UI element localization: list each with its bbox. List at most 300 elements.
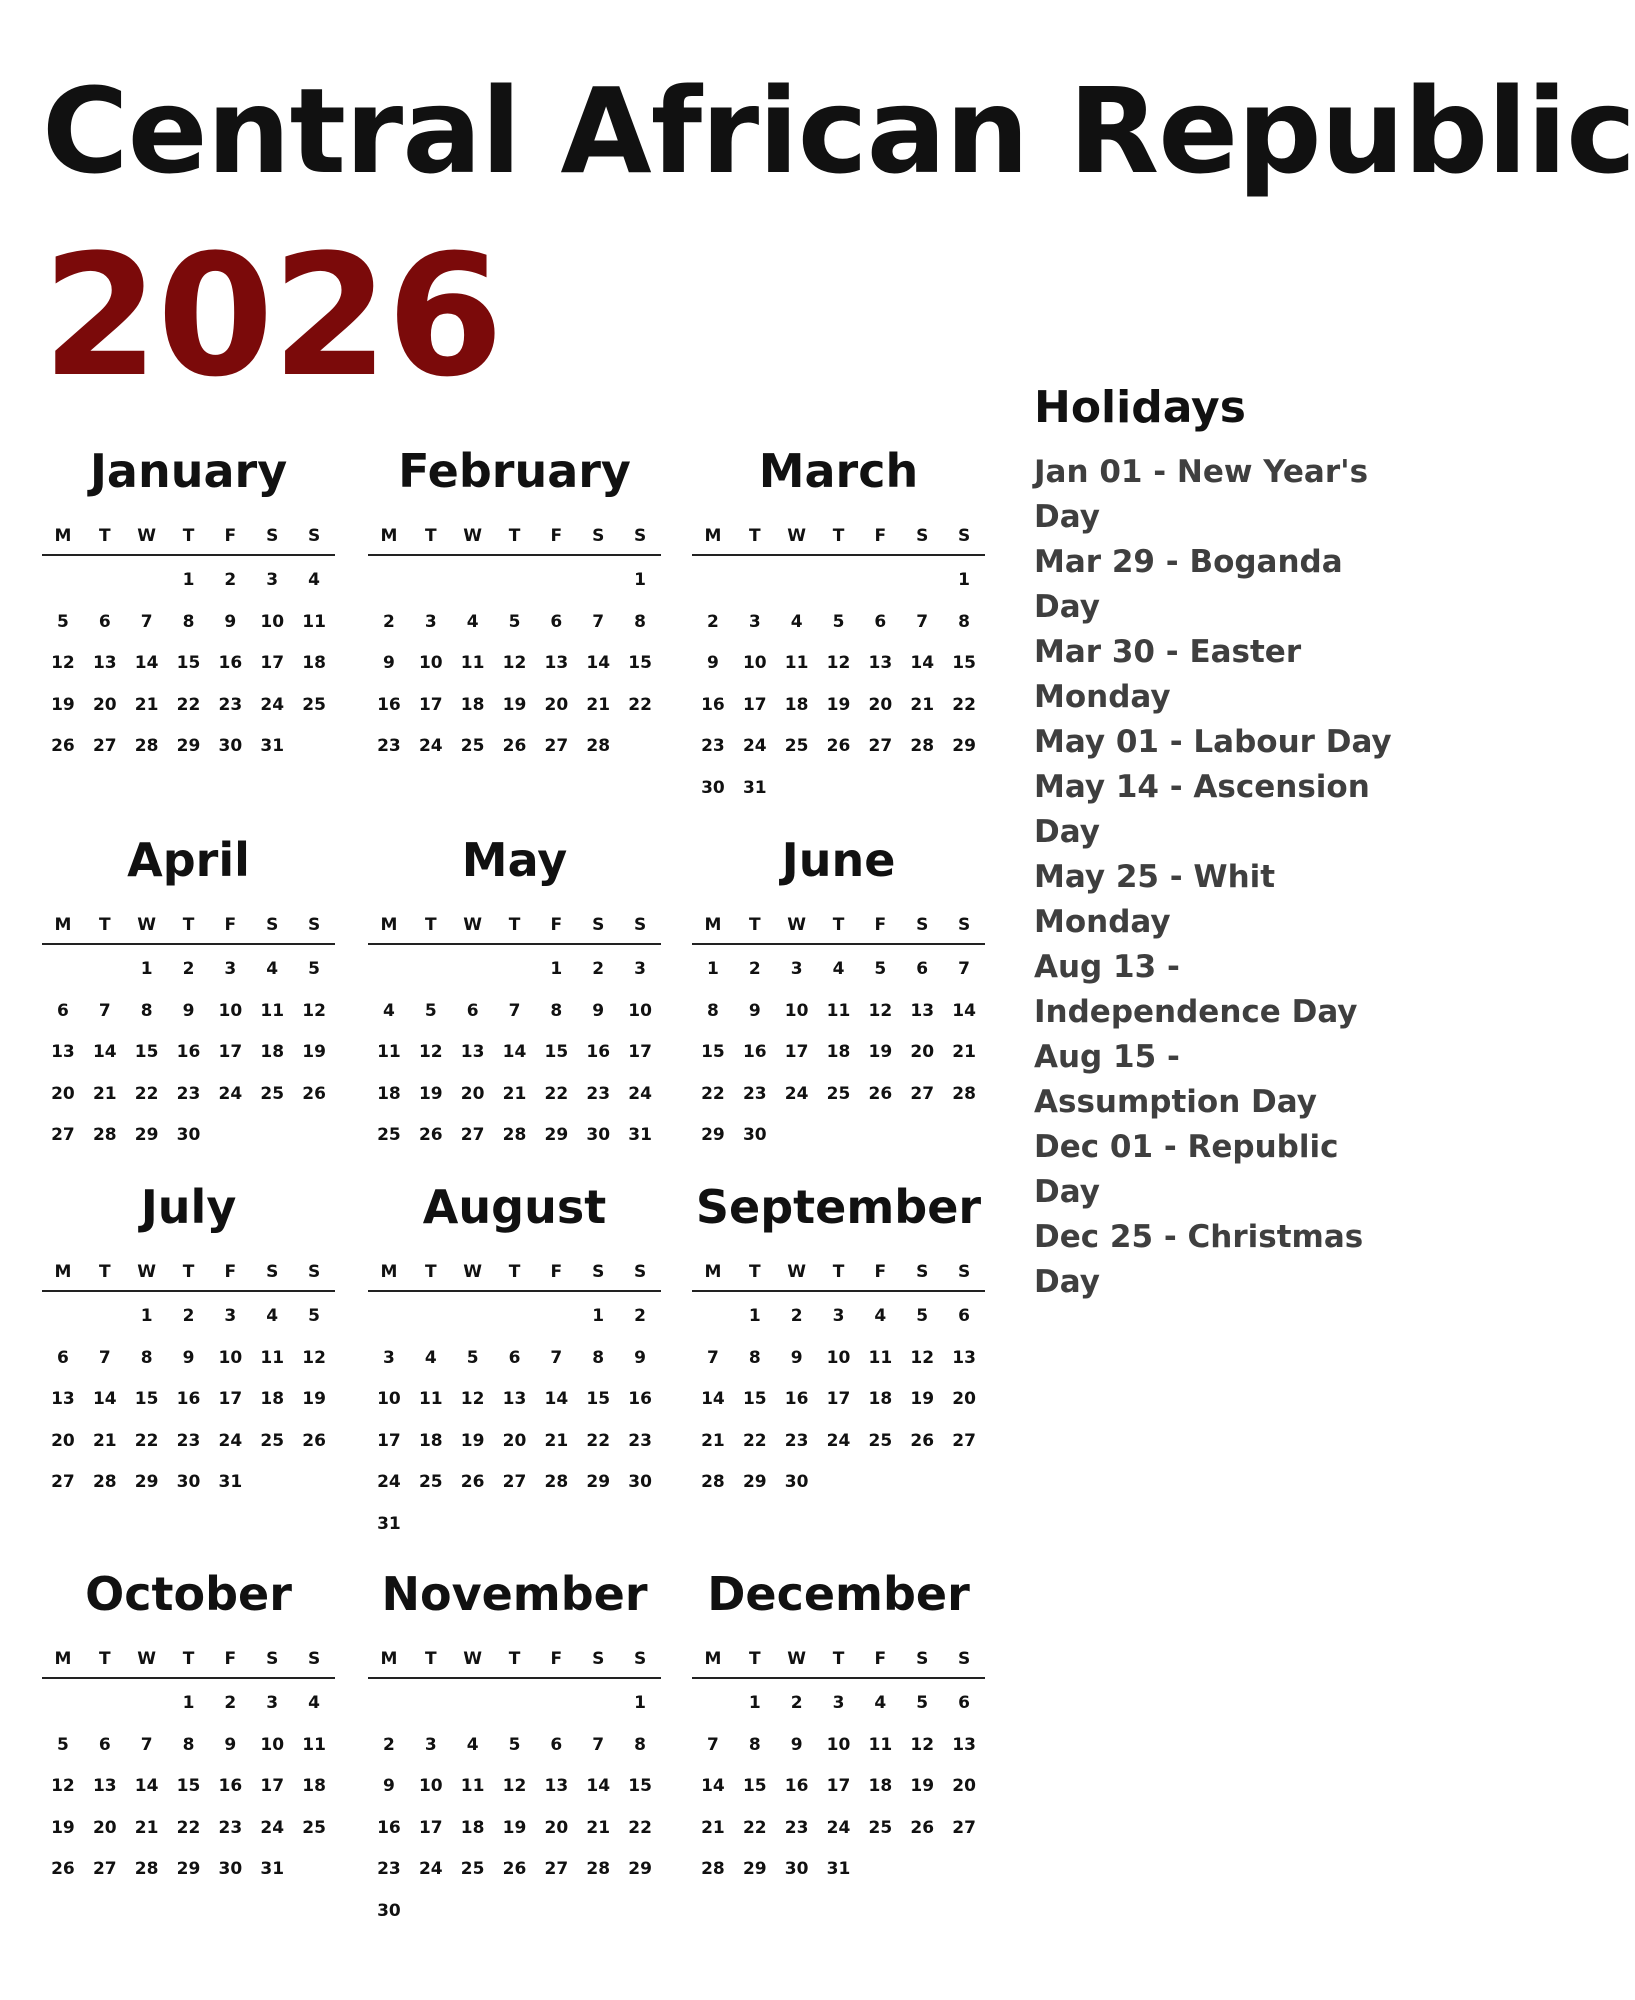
day-cell: 9: [790, 1347, 803, 1368]
day-cell: 21: [910, 694, 935, 715]
day-cell: 29: [742, 1472, 767, 1492]
day-cell: 14: [586, 653, 611, 673]
day-cell: 16: [377, 694, 401, 715]
weekday-label: S: [592, 1649, 605, 1669]
day-cell: 3: [224, 959, 237, 979]
day-cell: 8: [140, 1000, 153, 1021]
day-cell: 9: [634, 1347, 646, 1368]
day-cell: 26: [502, 736, 527, 756]
month-name: February: [398, 444, 631, 498]
day-cell: 3: [266, 1693, 279, 1713]
empty-day-cell: [577, 566, 619, 608]
day-cell: 2: [182, 1306, 195, 1326]
day-cell: 13: [544, 653, 569, 673]
month-may: [368, 833, 661, 1163]
day-cell: 14: [134, 653, 159, 673]
empty-day-cell: [818, 566, 860, 608]
day-cell: 9: [592, 1000, 605, 1021]
weekday-header-row: [42, 1262, 335, 1292]
day-cell: 28: [952, 1083, 976, 1104]
day-cell: 9: [707, 653, 719, 673]
holidays-title: Holidays: [1034, 382, 1246, 433]
day-cell: 3: [266, 570, 279, 590]
empty-day-cell: [494, 566, 536, 608]
weekday-label: T: [424, 1262, 437, 1282]
day-cell: 26: [302, 1083, 326, 1104]
day-cell: 8: [592, 1347, 605, 1368]
weekday-label: T: [424, 526, 437, 546]
day-cell: 24: [826, 1817, 851, 1838]
day-cell: 8: [707, 1000, 719, 1021]
day-cell: 24: [218, 1083, 243, 1104]
day-cell: 31: [260, 1859, 285, 1879]
day-cell: 16: [218, 653, 243, 673]
day-cell: 11: [868, 1734, 893, 1755]
month-name: March: [758, 444, 919, 498]
day-cell: 26: [502, 1859, 527, 1879]
day-cell: 4: [383, 1000, 395, 1021]
day-cell: 17: [418, 694, 443, 715]
holiday-item: Mar 30 - Easter Monday: [1034, 634, 1302, 715]
day-cell: 12: [418, 1042, 443, 1062]
day-cell: 22: [586, 1430, 611, 1451]
empty-day-cell: [84, 955, 126, 997]
weekday-label: W: [463, 1262, 483, 1282]
day-cell: 12: [302, 1000, 326, 1021]
weekday-label: T: [832, 915, 845, 935]
day-cell: 2: [592, 959, 605, 979]
day-cell: 30: [701, 777, 725, 798]
day-cell: 26: [910, 1430, 935, 1451]
day-cell: 23: [176, 1430, 201, 1451]
day-grid: [42, 556, 335, 774]
day-cell: 10: [260, 1734, 285, 1755]
day-cell: 4: [308, 1693, 320, 1713]
weekday-label: M: [54, 915, 72, 935]
day-cell: 16: [628, 1389, 652, 1409]
day-cell: 24: [418, 736, 443, 756]
day-cell: 14: [92, 1389, 117, 1409]
weekday-label: M: [380, 1649, 398, 1669]
day-cell: 15: [134, 1042, 159, 1062]
weekday-label: F: [874, 1649, 887, 1669]
day-cell: 11: [460, 653, 485, 673]
day-cell: 10: [218, 1347, 243, 1368]
day-cell: 5: [57, 611, 69, 632]
day-cell: 1: [182, 570, 195, 590]
day-cell: 15: [586, 1389, 611, 1409]
weekday-label: T: [182, 1649, 195, 1669]
weekday-label: M: [704, 1649, 722, 1669]
empty-day-cell: [42, 566, 84, 608]
day-cell: 4: [308, 570, 320, 590]
day-cell: 15: [742, 1776, 767, 1796]
weekday-label: T: [748, 526, 761, 546]
day-cell: 29: [628, 1859, 652, 1879]
month-april: [42, 833, 335, 1163]
weekday-label: F: [874, 1262, 887, 1282]
holiday-item: Dec 25 - Christmas Day: [1034, 1219, 1364, 1300]
day-grid: [692, 945, 985, 1163]
day-cell: 13: [92, 653, 117, 673]
empty-day-cell: [126, 1689, 168, 1731]
weekday-label: W: [787, 915, 807, 935]
day-cell: 20: [544, 1817, 569, 1838]
day-cell: 10: [418, 1776, 443, 1796]
day-cell: 10: [260, 611, 285, 632]
weekday-label: F: [550, 915, 563, 935]
day-cell: 4: [266, 959, 279, 979]
day-cell: 27: [51, 1472, 75, 1492]
day-cell: 6: [916, 959, 929, 979]
empty-day-cell: [410, 566, 452, 608]
weekday-label: T: [748, 1262, 761, 1282]
empty-day-cell: [535, 566, 577, 608]
day-cell: 18: [868, 1389, 893, 1409]
day-cell: 21: [952, 1042, 976, 1062]
day-cell: 19: [910, 1776, 935, 1796]
day-cell: 19: [418, 1083, 443, 1104]
day-cell: 20: [51, 1083, 75, 1104]
day-cell: 24: [418, 1859, 443, 1879]
month-name: November: [381, 1567, 648, 1621]
day-cell: 22: [628, 694, 652, 715]
day-cell: 10: [418, 653, 443, 673]
weekday-label: S: [633, 1262, 647, 1282]
weekday-label: S: [633, 526, 647, 546]
day-cell: 17: [418, 1817, 443, 1838]
day-cell: 19: [868, 1042, 893, 1062]
day-cell: 31: [218, 1472, 243, 1492]
day-cell: 25: [826, 1083, 851, 1104]
day-cell: 1: [140, 1306, 153, 1326]
month-name: December: [707, 1567, 970, 1621]
day-cell: 19: [302, 1389, 326, 1409]
day-cell: 2: [224, 570, 237, 590]
day-cell: 30: [377, 1900, 401, 1921]
day-cell: 5: [874, 959, 887, 979]
weekday-label: F: [550, 526, 563, 546]
empty-day-cell: [410, 1302, 452, 1344]
day-cell: 25: [302, 1817, 326, 1838]
month-november: [368, 1567, 661, 1938]
empty-day-cell: [84, 1302, 126, 1344]
day-cell: 17: [784, 1042, 809, 1062]
day-cell: 13: [868, 653, 893, 673]
day-cell: 1: [634, 570, 646, 590]
day-grid: [368, 1679, 661, 1938]
day-cell: 2: [383, 611, 395, 632]
day-cell: 27: [910, 1083, 935, 1104]
month-name: July: [140, 1180, 237, 1234]
day-cell: 24: [742, 736, 767, 756]
day-grid: [42, 1679, 335, 1897]
weekday-label: T: [832, 1262, 845, 1282]
day-cell: 22: [176, 1817, 201, 1838]
day-grid: [42, 1292, 335, 1510]
weekday-label: T: [748, 915, 761, 935]
day-cell: 25: [460, 1859, 485, 1879]
weekday-label: T: [98, 526, 111, 546]
day-cell: 10: [218, 1000, 243, 1021]
page-title: Central African Republic: [42, 62, 1635, 200]
day-cell: 5: [57, 1734, 69, 1755]
day-cell: 23: [586, 1083, 611, 1104]
day-cell: 7: [508, 1000, 521, 1021]
day-cell: 8: [140, 1347, 153, 1368]
day-cell: 22: [134, 1430, 159, 1451]
day-cell: 21: [586, 694, 611, 715]
day-cell: 1: [592, 1306, 605, 1326]
day-cell: 19: [51, 694, 75, 715]
day-cell: 26: [418, 1125, 443, 1145]
holiday-list: [1034, 450, 1394, 1305]
day-cell: 19: [910, 1389, 935, 1409]
empty-day-cell: [859, 566, 901, 608]
holiday-item: Aug 13 - Independence Day: [1034, 949, 1358, 1030]
month-name: September: [695, 1180, 982, 1234]
day-cell: 12: [910, 1347, 935, 1368]
day-cell: 4: [832, 959, 845, 979]
day-cell: 18: [460, 1817, 485, 1838]
day-cell: 23: [784, 1817, 809, 1838]
day-cell: 22: [628, 1817, 652, 1838]
day-cell: 8: [634, 611, 646, 632]
day-cell: 7: [592, 1734, 605, 1755]
day-cell: 16: [586, 1042, 611, 1062]
weekday-label: T: [508, 1649, 521, 1669]
weekday-label: W: [787, 1262, 807, 1282]
day-cell: 2: [224, 1693, 237, 1713]
day-cell: 6: [958, 1306, 970, 1326]
day-cell: 1: [748, 1693, 761, 1713]
day-cell: 16: [742, 1042, 767, 1062]
day-cell: 22: [742, 1430, 767, 1451]
day-cell: 12: [51, 1776, 75, 1796]
day-cell: 25: [302, 694, 326, 715]
day-cell: 22: [544, 1083, 569, 1104]
day-cell: 31: [377, 1513, 401, 1534]
month-name: August: [422, 1180, 607, 1234]
day-cell: 15: [628, 653, 652, 673]
empty-day-cell: [42, 1302, 84, 1344]
day-cell: 1: [182, 1693, 195, 1713]
month-january: [42, 444, 335, 774]
day-cell: 28: [586, 736, 611, 756]
weekday-label: S: [307, 1262, 321, 1282]
day-cell: 29: [586, 1472, 611, 1492]
day-cell: 17: [742, 694, 767, 715]
weekday-header-row: [42, 915, 335, 945]
weekday-header-row: [692, 915, 985, 945]
day-cell: 11: [260, 1000, 285, 1021]
day-cell: 14: [952, 1000, 976, 1021]
day-cell: 11: [784, 653, 809, 673]
weekday-label: W: [787, 526, 807, 546]
empty-day-cell: [368, 566, 410, 608]
day-cell: 4: [790, 611, 803, 632]
day-cell: 17: [260, 1776, 285, 1796]
day-grid: [368, 556, 661, 774]
day-cell: 3: [424, 611, 437, 632]
empty-day-cell: [494, 955, 536, 997]
day-cell: 9: [182, 1000, 195, 1021]
day-cell: 10: [628, 1000, 652, 1021]
weekday-label: M: [54, 1649, 72, 1669]
day-cell: 25: [260, 1083, 285, 1104]
day-cell: 5: [466, 1347, 479, 1368]
day-cell: 10: [784, 1000, 809, 1021]
day-cell: 27: [952, 1817, 976, 1838]
empty-day-cell: [42, 955, 84, 997]
holidays-panel: [1034, 382, 1394, 1305]
day-cell: 15: [628, 1776, 652, 1796]
day-cell: 26: [460, 1472, 485, 1492]
weekday-label: W: [137, 915, 157, 935]
day-cell: 2: [707, 611, 719, 632]
day-cell: 24: [826, 1430, 851, 1451]
day-cell: 29: [544, 1125, 569, 1145]
day-cell: 13: [460, 1042, 485, 1062]
day-cell: 21: [586, 1817, 611, 1838]
day-cell: 18: [784, 694, 809, 715]
weekday-label: T: [98, 915, 111, 935]
day-cell: 25: [784, 736, 809, 756]
day-cell: 3: [383, 1347, 395, 1368]
day-cell: 13: [910, 1000, 935, 1021]
day-cell: 20: [544, 694, 569, 715]
day-cell: 17: [377, 1430, 401, 1451]
day-cell: 15: [952, 653, 976, 673]
weekday-label: S: [916, 915, 929, 935]
weekday-label: F: [550, 1262, 563, 1282]
day-cell: 30: [586, 1125, 611, 1145]
day-cell: 28: [701, 1859, 725, 1879]
day-cell: 15: [701, 1042, 725, 1062]
month-name: January: [89, 444, 288, 498]
day-cell: 24: [260, 694, 285, 715]
day-cell: 6: [57, 1000, 69, 1021]
day-cell: 21: [134, 694, 159, 715]
day-cell: 11: [302, 1734, 326, 1755]
day-cell: 20: [952, 1776, 976, 1796]
holiday-item: Mar 29 - Boganda Day: [1034, 544, 1343, 625]
weekday-label: S: [916, 526, 929, 546]
day-cell: 6: [98, 1734, 111, 1755]
day-cell: 25: [460, 736, 485, 756]
day-cell: 12: [51, 653, 75, 673]
day-cell: 24: [377, 1472, 401, 1492]
day-cell: 1: [550, 959, 563, 979]
day-cell: 18: [260, 1389, 285, 1409]
month-name: May: [461, 833, 568, 887]
weekday-label: T: [98, 1649, 111, 1669]
holiday-item: Aug 15 - Assumption Day: [1034, 1039, 1317, 1120]
day-cell: 7: [707, 1347, 719, 1368]
empty-day-cell: [368, 955, 410, 997]
day-cell: 6: [550, 611, 563, 632]
day-cell: 31: [826, 1859, 851, 1879]
day-cell: 13: [51, 1042, 75, 1062]
day-cell: 30: [218, 1859, 243, 1879]
day-cell: 4: [466, 1734, 479, 1755]
weekday-label: S: [307, 526, 321, 546]
day-cell: 1: [634, 1693, 646, 1713]
day-cell: 17: [218, 1389, 243, 1409]
day-cell: 8: [182, 1734, 195, 1755]
day-cell: 18: [460, 694, 485, 715]
day-cell: 15: [544, 1042, 569, 1062]
weekday-label: S: [916, 1262, 929, 1282]
day-cell: 30: [784, 1859, 809, 1879]
day-cell: 9: [182, 1347, 195, 1368]
day-cell: 5: [832, 611, 845, 632]
day-cell: 17: [218, 1042, 243, 1062]
empty-day-cell: [452, 1689, 494, 1731]
day-cell: 3: [634, 959, 646, 979]
day-cell: 24: [784, 1083, 809, 1104]
day-cell: 26: [868, 1083, 893, 1104]
month-february: [368, 444, 661, 774]
day-cell: 9: [748, 1000, 761, 1021]
day-cell: 13: [92, 1776, 117, 1796]
day-cell: 20: [502, 1430, 527, 1451]
day-cell: 20: [952, 1389, 976, 1409]
weekday-header-row: [368, 1262, 661, 1292]
day-cell: 14: [544, 1389, 569, 1409]
weekday-label: W: [137, 526, 157, 546]
weekday-header-row: [692, 1262, 985, 1292]
empty-day-cell: [901, 566, 943, 608]
day-cell: 21: [92, 1430, 117, 1451]
day-cell: 14: [701, 1776, 725, 1796]
weekday-label: S: [957, 526, 971, 546]
weekday-label: F: [874, 526, 887, 546]
day-cell: 16: [377, 1817, 401, 1838]
day-cell: 14: [502, 1042, 527, 1062]
day-cell: 21: [544, 1430, 569, 1451]
day-cell: 6: [98, 611, 111, 632]
day-cell: 5: [508, 1734, 521, 1755]
day-cell: 11: [418, 1389, 443, 1409]
empty-day-cell: [84, 566, 126, 608]
weekday-label: F: [874, 915, 887, 935]
day-cell: 6: [508, 1347, 521, 1368]
day-cell: 5: [424, 1000, 437, 1021]
day-cell: 27: [868, 736, 893, 756]
day-cell: 31: [742, 777, 767, 798]
day-cell: 3: [424, 1734, 437, 1755]
day-cell: 27: [92, 1859, 117, 1879]
weekday-header-row: [368, 526, 661, 556]
weekday-label: W: [463, 526, 483, 546]
day-cell: 22: [134, 1083, 159, 1104]
weekday-label: T: [832, 526, 845, 546]
weekday-label: T: [182, 915, 195, 935]
day-cell: 13: [952, 1734, 976, 1755]
weekday-header-row: [42, 526, 335, 556]
day-grid: [692, 1679, 985, 1897]
weekday-label: M: [54, 1262, 72, 1282]
weekday-label: S: [957, 915, 971, 935]
day-cell: 1: [140, 959, 153, 979]
weekday-label: W: [787, 1649, 807, 1669]
month-december: [692, 1567, 985, 1897]
day-cell: 7: [707, 1734, 719, 1755]
day-cell: 21: [92, 1083, 117, 1104]
empty-day-cell: [535, 1302, 577, 1344]
weekday-header-row: [368, 1649, 661, 1679]
